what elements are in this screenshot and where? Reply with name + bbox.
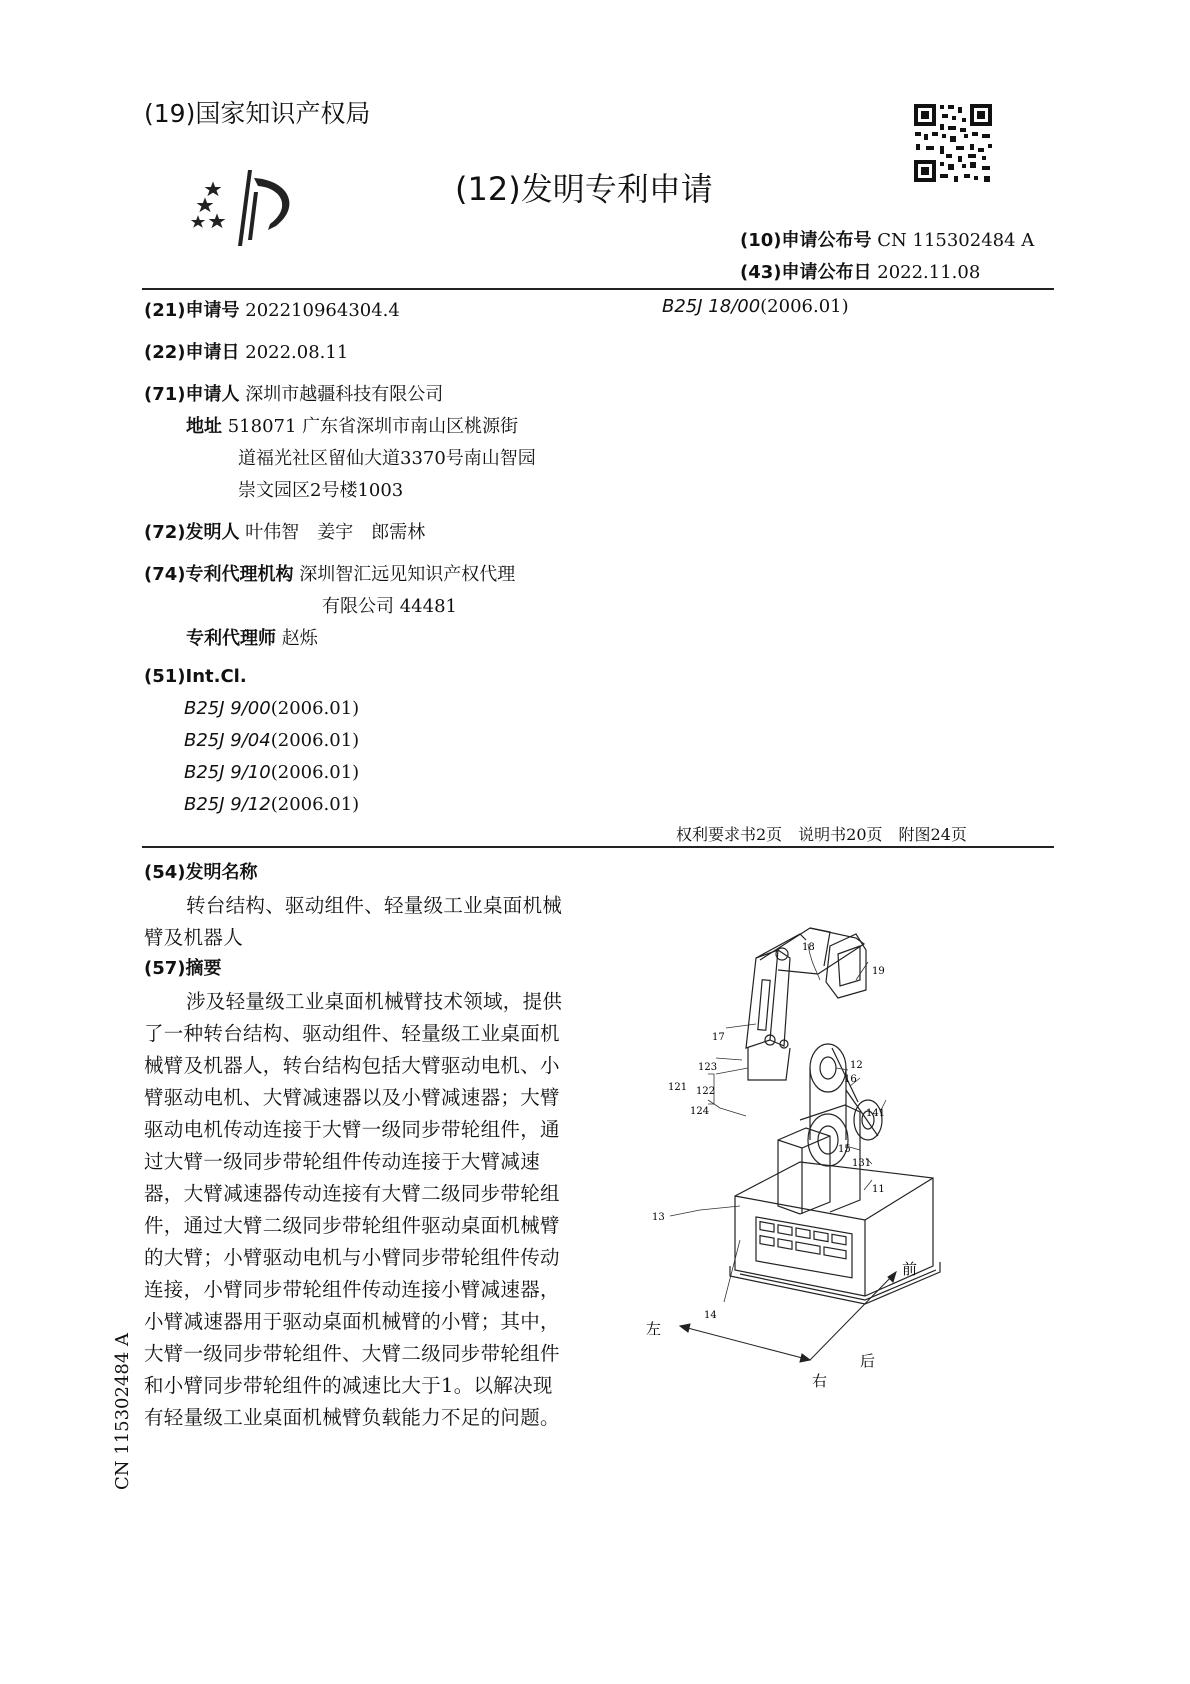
bib-divider	[142, 846, 1054, 848]
ipc-row-2	[184, 730, 359, 751]
agent-label: 专利代理师	[186, 628, 276, 649]
address-line-3: 崇文园区2号楼1003	[238, 480, 404, 501]
ipc-row-1	[184, 698, 359, 719]
ipc-row-4	[184, 794, 359, 815]
ipc-version: (2006.01)	[270, 698, 360, 719]
abstract-line: 涉及轻量级工业桌面机械臂技术领域，提供	[186, 990, 563, 1013]
publication-date: 2022.11.08	[877, 262, 981, 283]
publication-number: CN 115302484 A	[877, 230, 1035, 251]
abstract-line: 有轻量级工业桌面机械臂负载能力不足的问题。	[144, 1406, 560, 1429]
direction-back: 后	[860, 1352, 876, 1370]
applicant-row	[144, 380, 443, 406]
intcl-label	[144, 666, 247, 687]
inventors-row	[144, 518, 425, 544]
part-label-131: 131	[852, 1158, 872, 1169]
ipc-code: B25J 9/10	[184, 762, 271, 783]
abstract-line: 小臂减速器用于驱动桌面机械臂的小臂；其中，	[144, 1310, 560, 1333]
application-number: 202210964304.4	[245, 300, 400, 321]
part-label-12: 12	[850, 1060, 863, 1071]
ipc-version: (2006.01)	[270, 762, 360, 783]
title-label-text: (54)发明名称	[144, 862, 258, 883]
application-date-row	[144, 338, 348, 364]
part-label-18: 18	[802, 942, 815, 953]
part-label-124: 124	[690, 1106, 710, 1117]
part-label-15: 15	[838, 1144, 851, 1155]
inventors: 叶伟智 姜宇 郎需林	[245, 522, 426, 543]
part-label-16: 16	[844, 1074, 857, 1085]
direction-right: 右	[812, 1372, 828, 1390]
applicant: 深圳市越疆科技有限公司	[245, 384, 444, 405]
ipc-row-3	[184, 762, 359, 783]
part-label-13: 13	[652, 1212, 665, 1223]
agency-label: (74)专利代理机构	[144, 564, 294, 585]
application-date-label: (22)申请日	[144, 342, 240, 363]
direction-front: 前	[902, 1260, 918, 1278]
side-publication-number: CN 115302484 A	[112, 1332, 133, 1490]
ipc-version: (2006.01)	[270, 730, 360, 751]
application-number-row	[144, 296, 400, 322]
header-divider	[142, 288, 1054, 290]
part-label-122: 122	[696, 1086, 716, 1097]
application-number-label: (21)申请号	[144, 300, 240, 321]
ipc-code: B25J 9/04	[184, 730, 271, 751]
office-name: (19)国家知识产权局	[144, 99, 371, 128]
publication-number-label: (10)申请公布号	[740, 230, 872, 251]
publication-number-row	[740, 226, 1034, 252]
address-line-2: 道福光社区留仙大道3370号南山智园	[238, 448, 536, 469]
address-label: 地址	[186, 416, 222, 437]
part-label-17: 17	[712, 1032, 725, 1043]
inventors-label: (72)发明人	[144, 522, 240, 543]
part-label-11: 11	[872, 1184, 885, 1195]
direction-left: 左	[646, 1320, 662, 1338]
page-counts: 权利要求书2页 说明书20页 附图24页	[676, 825, 967, 844]
abstract-line: 器，大臂减速器传动连接有大臂二级同步带轮组	[144, 1182, 560, 1205]
ipc-code: B25J 9/00	[184, 698, 271, 719]
abstract-line: 和小臂同步带轮组件的减速比大于1。以解决现	[144, 1374, 553, 1397]
part-label-141: 141	[866, 1108, 886, 1119]
publication-date-row	[740, 258, 980, 284]
abstract-line: 的大臂；小臂驱动电机与小臂同步带轮组件传动	[144, 1246, 560, 1269]
cnipa-logo	[198, 168, 308, 248]
title-label	[144, 858, 258, 884]
robot-arm-drawing	[646, 940, 1020, 1390]
application-date: 2022.08.11	[245, 342, 349, 363]
abstract-line: 大臂一级同步带轮组件、大臂二级同步带轮组件	[144, 1342, 560, 1365]
ipc-right-row	[662, 296, 849, 317]
abstract-line: 过大臂一级同步带轮组件传动连接于大臂减速	[144, 1150, 541, 1173]
abstract-label-text: (57)摘要	[144, 958, 222, 979]
address-line-1: 518071 广东省深圳市南山区桃源街	[227, 416, 519, 437]
part-label-121: 121	[668, 1082, 688, 1093]
part-label-123: 123	[698, 1062, 718, 1073]
abstract-line: 械臂及机器人，转台结构包括大臂驱动电机、小	[144, 1054, 560, 1077]
agency-line-1: 深圳智汇远见知识产权代理	[299, 564, 516, 585]
abstract-line: 件，通过大臂二级同步带轮组件驱动桌面机械臂	[144, 1214, 560, 1237]
abstract-label	[144, 954, 222, 980]
abstract-line: 臂驱动电机、大臂减速器以及小臂减速器；大臂	[144, 1086, 560, 1109]
agent-row	[186, 624, 318, 650]
address-row	[186, 412, 518, 438]
ipc-right-code: B25J 18/00	[662, 296, 761, 317]
agent: 赵烁	[281, 628, 318, 649]
agency-line-2: 有限公司 44481	[322, 596, 457, 617]
abstract-line: 驱动电机传动连接于大臂一级同步带轮组件，通	[144, 1118, 560, 1141]
title-line-2: 臂及机器人	[144, 926, 244, 949]
ipc-code: B25J 9/12	[184, 794, 271, 815]
intcl-label-text: (51)Int.Cl.	[144, 666, 247, 687]
document-type: (12)发明专利申请	[455, 170, 713, 208]
publication-date-label: (43)申请公布日	[740, 262, 872, 283]
abstract-line: 连接，小臂同步带轮组件传动连接小臂减速器，	[144, 1278, 560, 1301]
part-label-14: 14	[704, 1310, 717, 1321]
applicant-label: (71)申请人	[144, 384, 240, 405]
abstract-line: 了一种转台结构、驱动组件、轻量级工业桌面机	[144, 1022, 560, 1045]
title-line-1: 转台结构、驱动组件、轻量级工业桌面机械	[186, 894, 563, 917]
qr-code	[912, 102, 994, 184]
part-label-19: 19	[872, 966, 885, 977]
ipc-right-version: (2006.01)	[760, 296, 849, 317]
ipc-version: (2006.01)	[270, 794, 360, 815]
agency-row	[144, 560, 515, 586]
